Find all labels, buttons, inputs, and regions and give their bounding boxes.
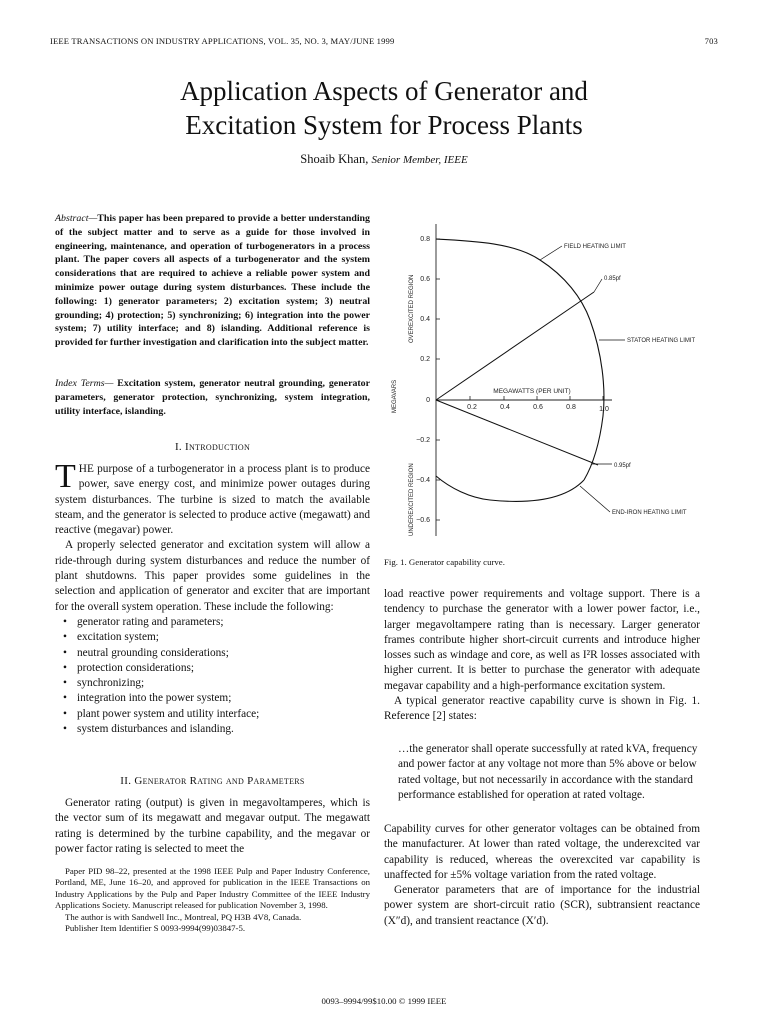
pf-095-label: 0.95pf xyxy=(614,463,631,469)
list-item: • plant power system and utility interface; xyxy=(63,707,370,722)
x-tick-label: 1.0 xyxy=(599,406,609,413)
list-item: • system disturbances and islanding. xyxy=(63,722,370,737)
leader-line xyxy=(540,246,562,260)
list-item: • synchronizing; xyxy=(63,676,370,691)
index-terms xyxy=(55,377,370,418)
right-paragraph-3: Capability curves for other generator voltages can be obtained from the manufacturer. At lower than rated voltage, the underexcited var capability is reduced, whereas the overexcited var capability is unaffected for ±5% voltage variation from the rated voltage. xyxy=(384,823,700,881)
leader-line xyxy=(594,279,602,292)
y-tick-label: −0.2 xyxy=(416,437,430,444)
right-paragraph-2: A typical generator reactive capability curve is shown in Fig. 1. Reference [2] states: xyxy=(384,695,700,723)
page-number: 703 xyxy=(704,36,718,46)
footnote-2: The author is with Sandwell Inc., Montreal, PQ H3B 4V8, Canada. xyxy=(65,911,302,922)
x-axis-label: MEGAWATTS (PER UNIT) xyxy=(493,388,571,395)
topic-list xyxy=(55,615,370,737)
list-item: • protection considerations; xyxy=(63,661,370,676)
end-iron-heating-curve xyxy=(436,476,584,501)
pf-085-line xyxy=(436,292,594,400)
y-tick-label: 0.4 xyxy=(420,316,430,323)
y-tick-label: 0.2 xyxy=(420,356,430,363)
y-tick-label: 0.8 xyxy=(420,236,430,243)
end-iron-heating-label: END-IRON HEATING LIMIT xyxy=(612,510,687,516)
y-tick-label: 0.6 xyxy=(420,276,430,283)
index-terms-text: Excitation system, generator neutral grounding, generator parameters, generator protection, synchronizing, system integration, utility interface, islanding. xyxy=(55,378,370,417)
leader-line xyxy=(580,486,610,512)
paper-title xyxy=(0,74,768,142)
right-column-body xyxy=(384,587,700,725)
intro-paragraph-1-text: HE purpose of a turbogenerator in a process plant is to produce power, save energy cost, and minimize power outages during system disturbances. The turbine is sized to match the available steam, and the generator is selected to produce active (megawatt) and reactive (megavar) power. xyxy=(55,463,370,537)
abstract-text: This paper has been prepared to provide a better understanding of the subject matter and to serve as a guide for those involved in engineering, maintenance, and operation of turbogenerators in a process plant. The paper covers all aspects of a turbogenerator and the system considerations that are required to achieve a reliable power system and minimize power outage during system disturbances. These include the following: 1) generator parameters; 2) excitation system; 3) neutral grounding; 4) protection; 5) synchronizing; 6) integration into the power system; 7) utility interface; and 8) islanding. Additional reference is provided for further investigation and clarification into the subject matter. xyxy=(55,213,370,349)
field-heating-label: FIELD HEATING LIMIT xyxy=(564,244,626,250)
list-item: • excitation system; xyxy=(63,630,370,645)
reference-quote: …the generator shall operate successfully at rated kVA, frequency and power factor at any voltage not more than 5% above or below rated voltage, but not necessarily in accordance with the standard performance established for operation at rated voltage. xyxy=(398,743,698,801)
running-title: IEEE TRANSACTIONS ON INDUSTRY APPLICATIONS, VOL. 35, NO. 3, MAY/JUNE 1999 xyxy=(50,36,395,46)
x-tick-label: 0.8 xyxy=(566,404,576,411)
intro-body xyxy=(55,458,370,737)
section-2-body xyxy=(55,796,370,857)
y-tick-label: −0.6 xyxy=(416,517,430,524)
footnotes xyxy=(55,866,370,934)
y-tick-label: 0 xyxy=(426,397,430,404)
capability-curve-figure xyxy=(380,218,710,548)
author-line xyxy=(0,152,768,167)
footnote-1: Paper PID 98–22, presented at the 1998 IEEE Pulp and Paper Industry Conference, Portland, ME, June 16–20, and approved for publication in the IEEE Transactions on Industry Applications by the Pulp and Paper Industry Committee of the IEEE Industry Applications Society. Manuscript released for publication November 3, 1998. xyxy=(55,866,370,911)
list-item: • integration into the power system; xyxy=(63,691,370,706)
intro-paragraph-1 xyxy=(55,458,370,538)
x-tick-label: 0.6 xyxy=(533,404,543,411)
y-tick-label: −0.4 xyxy=(416,477,430,484)
author-role: Senior Member, IEEE xyxy=(371,154,468,166)
x-tick-label: 0.4 xyxy=(500,404,510,411)
figure-caption: Fig. 1. Generator capability curve. xyxy=(384,557,505,567)
section-2-paragraph-1: Generator rating (output) is given in megavoltamperes, which is the vector sum of its megawatt and megavar output. The megawatt rating is determined by the turbine capability, and the megavar or power factor rating is selected to meet the xyxy=(55,797,370,855)
section-1-heading: I. Introduction xyxy=(174,441,251,453)
underexcited-region-label: UNDEREXCITED REGION xyxy=(409,463,415,536)
running-header xyxy=(50,36,718,46)
author-name: Shoaib Khan, xyxy=(300,152,369,166)
index-terms-label: Index Terms— xyxy=(55,378,114,389)
title-line-1: Application Aspects of Generator and xyxy=(180,76,588,106)
pf-085-label: 0.85pf xyxy=(604,276,621,282)
intro-paragraph-2: A properly selected generator and excitation system will allow a ride-through during system disturbances and reduce the number of plant shutdowns. This paper provides some guidelines in the selection and application of generator and exciter that are important for the overall system operation. These include the following: xyxy=(55,539,370,613)
drop-cap: T xyxy=(55,458,76,495)
right-paragraph-1: load reactive power requirements and voltage support. There is a tendency to purchase the generator with a lower power factor, i.e., larger megavoltampere rating than is necessary. Larger generator frames contribute higher short-circuit currents and introduce higher losses such as windage and core, as well as I²R losses associated with higher current. It is better to purchase the generator with adequate megavar capability and a high-performance excitation system. xyxy=(384,588,700,692)
copyright-line: 0093–9994/99$10.00 © 1999 IEEE xyxy=(321,996,447,1006)
stator-heating-label: STATOR HEATING LIMIT xyxy=(627,338,696,344)
abstract-label: Abstract— xyxy=(55,213,98,224)
right-column-body-2 xyxy=(384,822,700,929)
title-line-2: Excitation System for Process Plants xyxy=(185,110,583,140)
section-2-heading: II. Generator Rating and Parameters xyxy=(120,775,305,787)
x-tick-label: 0.2 xyxy=(467,404,477,411)
list-item: • neutral grounding considerations; xyxy=(63,646,370,661)
field-heating-curve xyxy=(436,239,590,320)
list-item: • generator rating and parameters; xyxy=(63,615,370,630)
abstract xyxy=(55,212,370,350)
left-label-megavars: MEGAVARS xyxy=(392,379,398,413)
right-paragraph-4: Generator parameters that are of importance for the industrial power system are short-circuit ratio (SCR), subtransient reactance (X″d), and transient reactance (X′d). xyxy=(384,884,700,927)
footnote-3: Publisher Item Identifier S 0093-9994(99)03847-5. xyxy=(65,923,246,934)
overexcited-region-label: OVEREXCITED REGION xyxy=(409,274,415,343)
